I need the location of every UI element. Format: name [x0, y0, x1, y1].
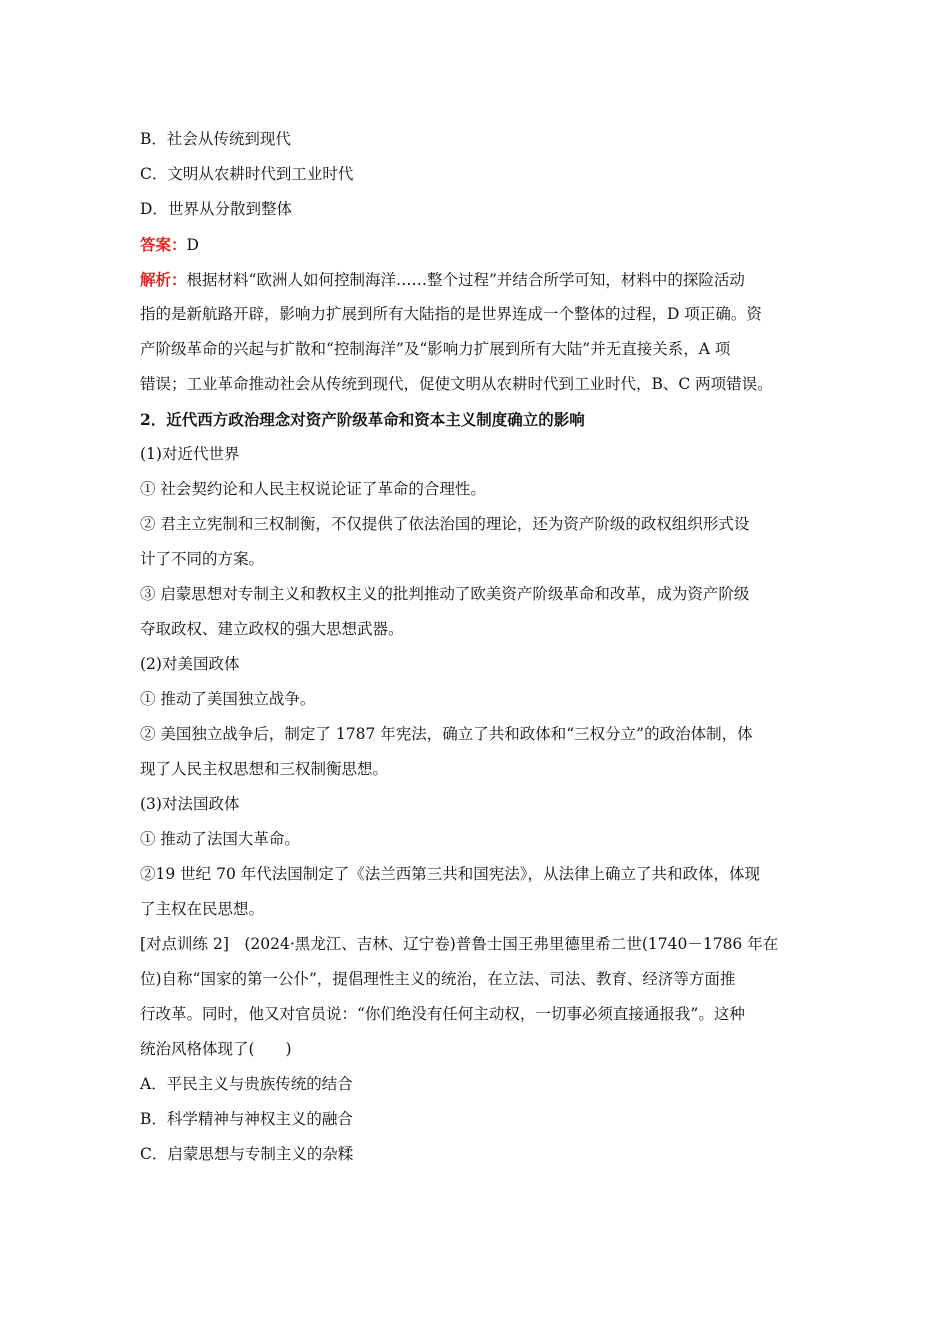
option-letter: B．	[140, 130, 167, 148]
option-text: 平民主义与贵族传统的结合	[166, 1075, 353, 1093]
list-item: ③ 启蒙思想对专制主义和教权主义的批判推动了欧美资产阶级革命和改革，成为资产阶级	[140, 585, 750, 603]
q2-stem-line: 统治风格体现了( )	[140, 1040, 292, 1058]
list-item: ② 君主立宪制和三权制衡，不仅提供了依法治国的理论，还为资产阶级的政权组织形式设	[140, 515, 750, 533]
list-item: ② 美国独立战争后，制定了 1787 年宪法，确立了共和政体和“三权分立”的政治体制，体	[140, 725, 753, 743]
answer-value: D	[186, 236, 199, 254]
section-heading: 2．近代西方政治理念对资产阶级革命和资本主义制度确立的影响	[140, 410, 585, 429]
q2-stem-line: [对点训练 2] (2024·黑龙江、吉林、辽宁卷)普鲁士国王弗里德里希二世(1740－1786 年在	[140, 935, 779, 953]
q1-option-b	[140, 122, 812, 157]
option-text: 科学精神与神权主义的融合	[166, 1110, 353, 1128]
q1-answer	[140, 227, 812, 262]
subsection-title: (2)对美国政体	[140, 655, 240, 673]
q1-option-d	[140, 192, 812, 227]
list-item-continuation: 了主权在民思想。	[140, 900, 265, 918]
q1-option-c	[140, 157, 812, 192]
q2-option-c	[140, 1137, 812, 1172]
q2-stem-line: 行改革。同时，他又对官员说：“你们绝没有任何主动权，一切事必须直接通报我”。这种	[140, 1005, 745, 1023]
option-text: 启蒙思想与专制主义的杂糅	[167, 1145, 354, 1163]
option-letter: D．	[140, 200, 168, 218]
explanation-line: 错误；工业革命推动社会从传统到现代，促使文明从农耕时代到工业时代，B、C 两项错误。	[140, 375, 773, 393]
q2-stem-line: 位)自称“国家的第一公仆”，提倡理性主义的统治，在立法、司法、教育、经济等方面推	[140, 970, 736, 988]
q1-explanation	[140, 262, 812, 402]
list-item-continuation: 现了人民主权思想和三权制衡思想。	[140, 760, 389, 778]
explanation-line: 产阶级革命的兴起与扩散和“控制海洋”及“影响力扩展到所有大陆”并无直接关系，A 项	[140, 340, 731, 358]
option-letter: B．	[140, 1110, 167, 1128]
list-item: ① 社会契约论和人民主权说论证了革命的合理性。	[140, 480, 486, 498]
document-page	[140, 122, 812, 1172]
explanation-line: 指的是新航路开辟，影响力扩展到所有大陆指的是世界连成一个整体的过程，D 项正确。资	[140, 305, 762, 323]
option-letter: C．	[140, 1145, 168, 1163]
list-item: ① 推动了美国独立战争。	[140, 690, 316, 708]
option-text: 社会从传统到现代	[166, 130, 291, 148]
answer-label: 答案：	[140, 235, 187, 254]
option-text: 文明从农耕时代到工业时代	[167, 165, 354, 183]
list-item: ① 推动了法国大革命。	[140, 830, 300, 848]
explanation-line: 解析：根据材料“欧洲人如何控制海洋……整个过程”并结合所学可知，材料中的探险活动	[140, 270, 745, 289]
option-letter: A．	[140, 1075, 167, 1093]
list-item-continuation: 计了不同的方案。	[140, 550, 265, 568]
subsection-title: (3)对法国政体	[140, 795, 240, 813]
option-letter: C．	[140, 165, 168, 183]
explanation-label: 解析：	[140, 270, 187, 289]
list-item: ②19 世纪 70 年代法国制定了《法兰西第三共和国宪法》，从法律上确立了共和政体，体现	[140, 865, 760, 883]
subsection-title: (1)对近代世界	[140, 445, 240, 463]
q2-option-a	[140, 1067, 812, 1102]
list-item-continuation: 夺取政权、建立政权的强大思想武器。	[140, 620, 404, 638]
option-text: 世界从分散到整体	[167, 200, 292, 218]
q2-option-b	[140, 1102, 812, 1137]
